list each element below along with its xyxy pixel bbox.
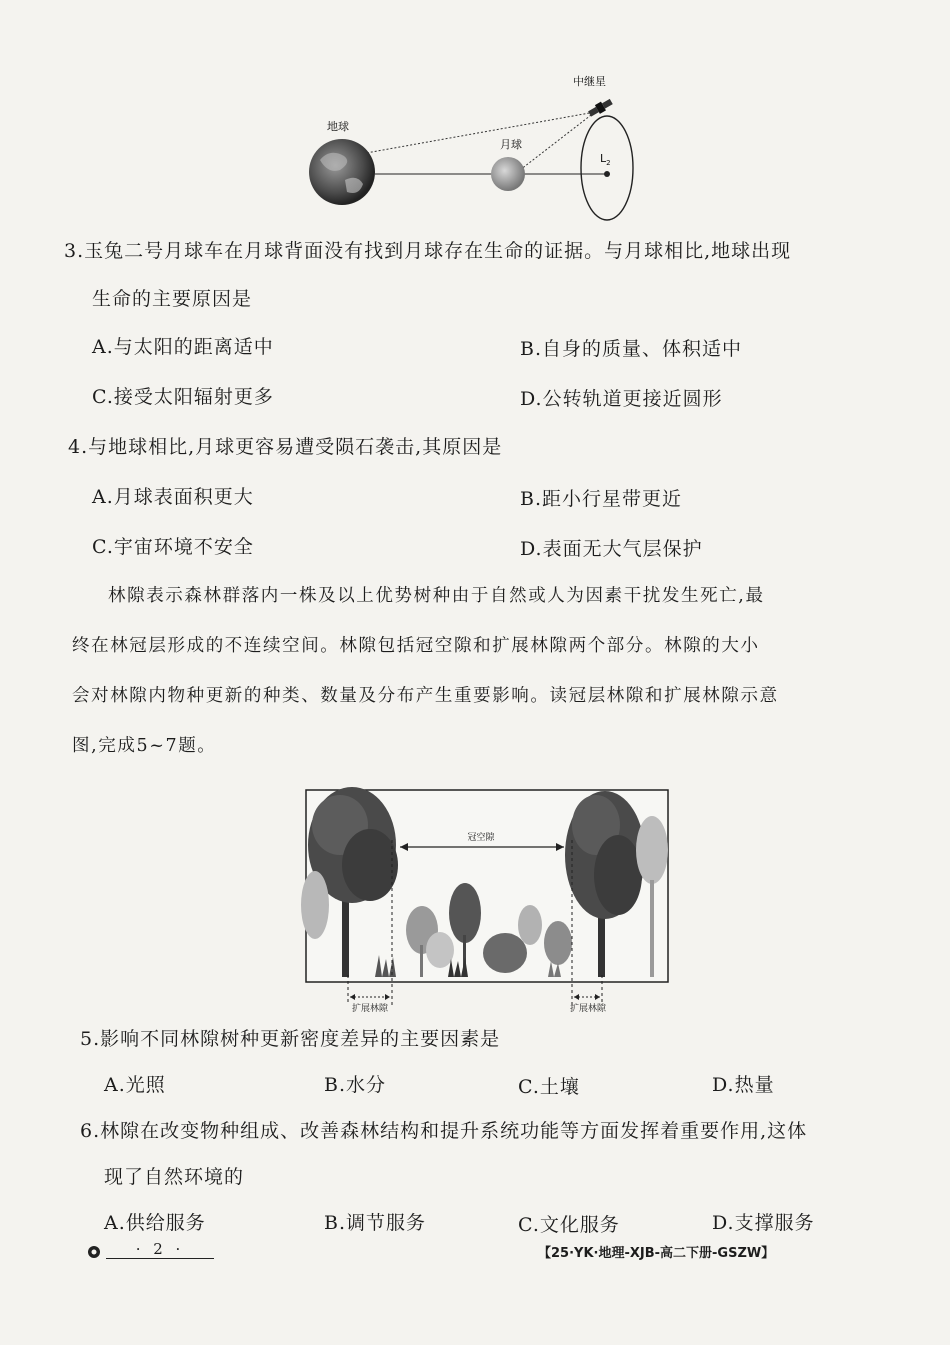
label-earth: 地球 — [327, 120, 349, 133]
label-canopy-gap: 冠空隙 — [467, 833, 495, 843]
q5-option-c[interactable]: C.土壤 — [518, 1076, 580, 1098]
q4-stem: 4.与地球相比,月球更容易遭受陨石袭击,其原因是 — [68, 436, 503, 458]
label-ext-gap-left: 扩展林隙 — [351, 1004, 389, 1014]
q4-option-c[interactable]: C.宇宙环境不安全 — [92, 536, 254, 558]
passage-line-2: 终在林冠层形成的不连续空间。林隙包括冠空隙和扩展林隙两个部分。林隙的大小 — [72, 636, 760, 656]
q3-option-c[interactable]: C.接受太阳辐射更多 — [92, 386, 274, 408]
label-l2: $L_2$ — [600, 152, 611, 167]
q4-option-a[interactable]: A.月球表面积更大 — [92, 486, 254, 508]
q6-option-c[interactable]: C.文化服务 — [518, 1214, 620, 1236]
q3-option-b[interactable]: B.自身的质量、体积适中 — [520, 338, 743, 360]
q5-option-d[interactable]: D.热量 — [712, 1074, 775, 1096]
passage-line-3: 会对林隙内物种更新的种类、数量及分布产生重要影响。读冠层林隙和扩展林隙示意 — [72, 686, 779, 706]
q5-option-b[interactable]: B.水分 — [324, 1074, 387, 1096]
q3-stem-line1: 3.玉兔二号月球车在月球背面没有找到月球存在生命的证据。与月球相比,地球出现 — [64, 240, 792, 262]
q4-option-b[interactable]: B.距小行星带更近 — [520, 488, 683, 510]
page-number: · 2 · — [106, 1240, 214, 1259]
q6-stem-line2: 现了自然环境的 — [104, 1166, 245, 1188]
q4-option-d[interactable]: D.表面无大气层保护 — [520, 538, 703, 560]
earth-globe — [309, 139, 375, 205]
halo-orbit — [581, 116, 633, 220]
moon-globe — [491, 157, 525, 191]
exam-code: 【25·YK·地理-XJB-高二下册-GSZW】 — [538, 1246, 775, 1261]
q3-option-a[interactable]: A.与太阳的距离适中 — [92, 336, 274, 358]
relay-satellite-icon — [587, 97, 614, 118]
q6-option-a[interactable]: A.供给服务 — [104, 1212, 206, 1234]
label-ext-gap-right: 扩展林隙 — [569, 1004, 607, 1014]
q6-option-d[interactable]: D.支撑服务 — [712, 1212, 815, 1234]
q3-stem-line2: 生命的主要原因是 — [92, 288, 253, 310]
q6-stem-line1: 6.林隙在改变物种组成、改善森林结构和提升系统功能等方面发挥着重要作用,这体 — [80, 1120, 808, 1142]
q5-stem: 5.影响不同林隙树种更新密度差异的主要因素是 — [80, 1028, 501, 1050]
label-moon: 月球 — [500, 138, 522, 151]
passage-line-4: 图,完成5~7题。 — [72, 736, 217, 756]
footer-logo-icon — [86, 1244, 102, 1260]
q6-option-b[interactable]: B.调节服务 — [324, 1212, 427, 1234]
label-relay: 中继星 — [573, 75, 606, 88]
passage-line-1: 林隙表示森林群落内一株及以上优势树种由于自然或人为因素干扰发生死亡,最 — [108, 586, 765, 606]
forest-gap-diagram — [300, 785, 675, 1015]
q3-option-d[interactable]: D.公转轨道更接近圆形 — [520, 388, 723, 410]
q5-option-a[interactable]: A.光照 — [104, 1074, 166, 1096]
earth-moon-relay-diagram — [290, 60, 650, 225]
